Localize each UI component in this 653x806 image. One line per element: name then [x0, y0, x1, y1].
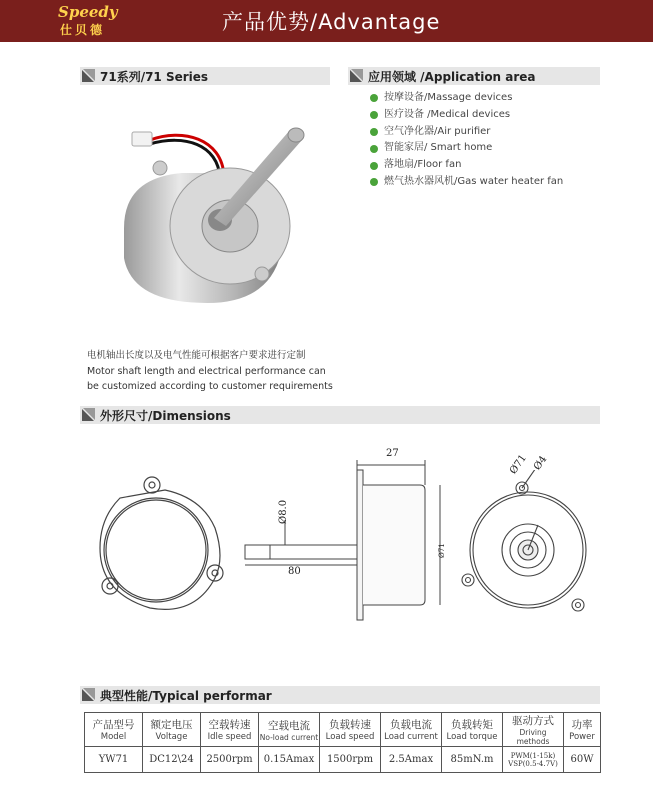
dim-width-label: 27 — [386, 448, 399, 459]
list-item: 医疗设备 /Medical devices — [370, 107, 563, 124]
dim-shaft-len-label: 80 — [288, 566, 301, 577]
cell-idle-speed: 2500rpm — [201, 747, 259, 773]
dim-outer-dia-label: Ø71 — [508, 452, 530, 477]
dimensions-section-bar — [80, 406, 600, 424]
front-view-drawing — [90, 468, 230, 628]
cell-load-speed: 1500rpm — [320, 747, 381, 773]
dim-hole-dia-label: Ø4 — [532, 454, 550, 473]
application-section-title: 应用领域 /Application area — [368, 70, 536, 84]
list-item: 按摩设备/Massage devices — [370, 90, 563, 107]
table-header-cell: 负载转矩 Load torque — [442, 713, 503, 747]
dimensions-section-title: 外形尺寸/Dimensions — [100, 409, 231, 423]
table-header-cell: 负载转速 Load speed — [320, 713, 381, 747]
dim-shaft-dia-label: Ø8.0 — [278, 499, 289, 524]
brand-logo-cn: 仕贝德 — [60, 23, 106, 37]
bullet-icon — [370, 128, 378, 136]
rear-view-drawing — [458, 470, 598, 625]
side-view-drawing — [230, 440, 445, 630]
table-header-cell: 额定电压 Voltage — [143, 713, 201, 747]
cell-noload-current: 0.15Amax — [259, 747, 320, 773]
bullet-icon — [370, 111, 378, 119]
list-item: 空气净化器/Air purifier — [370, 124, 563, 141]
customization-note: 电机轴出长度以及电气性能可根据客户要求进行定制 Motor shaft length and electrical performance can be customized according to customer requirements — [87, 350, 333, 392]
table-header-cell: 负载电流 Load current — [381, 713, 442, 747]
bullet-icon — [370, 94, 378, 102]
cell-driving-method: PWM(1-15k) VSP(0.5-4.7V) — [503, 747, 564, 773]
performance-section-bar — [80, 686, 600, 704]
series-section-bar — [80, 67, 330, 85]
cell-load-torque: 85mN.m — [442, 747, 503, 773]
cell-power: 60W — [564, 747, 601, 773]
list-item: 落地扇/Floor fan — [370, 157, 563, 174]
performance-section-title: 典型性能/Typical performar — [100, 689, 272, 703]
table-header-row — [85, 713, 601, 747]
bullet-icon — [370, 178, 378, 186]
motor-product-image — [112, 118, 322, 318]
cell-load-current: 2.5Amax — [381, 747, 442, 773]
dim-body-dia-label: Ø71 — [438, 543, 446, 558]
page-title: 产品优势/Advantage — [222, 10, 441, 34]
table-row — [85, 747, 601, 773]
bullet-icon — [370, 145, 378, 153]
list-item: 智能家居/ Smart home — [370, 140, 563, 157]
cell-voltage: DC12\24 — [143, 747, 201, 773]
table-header-cell: 空载转速 Idle speed — [201, 713, 259, 747]
list-item: 燃气热水器风机/Gas water heater fan — [370, 174, 563, 191]
bullet-icon — [370, 162, 378, 170]
cell-model: YW71 — [85, 747, 143, 773]
application-section-bar — [348, 67, 600, 85]
table-header-cell: 产品型号 Model — [85, 713, 143, 747]
table-header-cell: 空载电流 No-load current — [259, 713, 320, 747]
application-list — [370, 90, 563, 191]
brand-logo: Speedy — [58, 3, 118, 21]
series-section-title: 71系列/71 Series — [100, 70, 209, 84]
performance-table — [84, 712, 601, 773]
table-header-cell: 驱动方式 Driving methods — [503, 713, 564, 747]
table-header-cell: 功率 Power — [564, 713, 601, 747]
